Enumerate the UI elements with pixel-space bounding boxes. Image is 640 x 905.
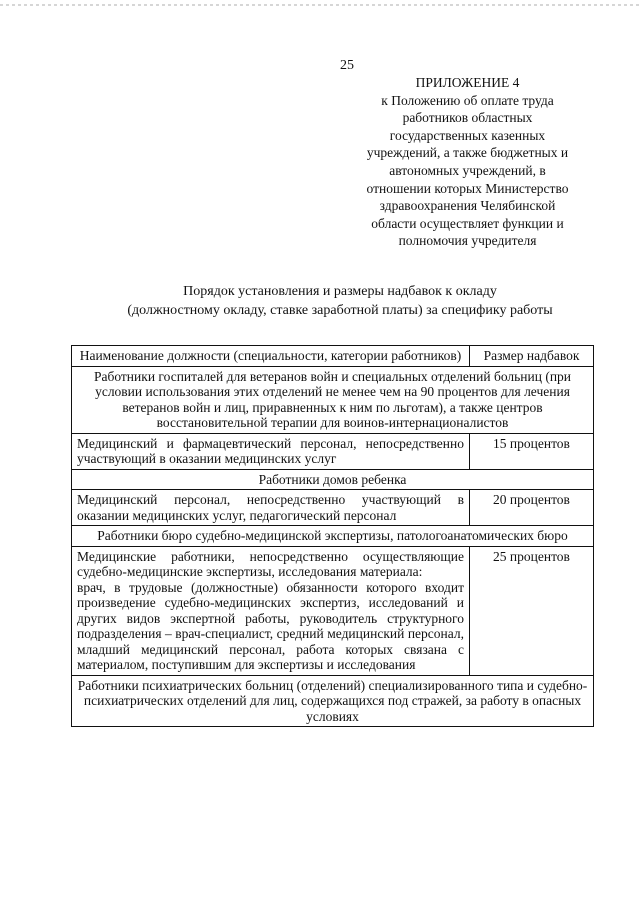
size-cell: 15 процентов [470, 433, 594, 469]
table-row [72, 433, 594, 469]
position-cell: Медицинский и фармацевтический персонал, непосредственно участвующий в оказании медицинских услуг [72, 433, 470, 469]
position-cell [72, 546, 470, 675]
appendix-line: полномочия учредителя [398, 233, 537, 249]
document-title [60, 283, 620, 320]
section-title: Работники бюро судебно-медицинской экспертизы, патологоанатомических бюро [72, 526, 594, 547]
allowance-table [71, 345, 594, 727]
size-cell: 25 процентов [470, 546, 594, 675]
appendix-line: учреждений, а также бюджетных и [366, 145, 569, 161]
appendix-line: государственных казенных [389, 127, 546, 143]
section-row [72, 366, 594, 433]
section-title: Работники госпиталей для ветеранов войн и специальных отделений больниц (при условии использования этих отделений не менее чем на 90 процентов для лечения ветеранов войн и лиц, приравненных к ним по льготам), а также центров восстановительной терапии для воинов-интернационалистов [72, 366, 594, 433]
position-text: Медицинские работники, непосредственно осуществляющие судебно-медицинские экспертизы, исследования материала: [77, 548, 464, 579]
table-header-row [72, 346, 594, 367]
appendix-reference [345, 92, 590, 250]
size-cell: 20 процентов [470, 490, 594, 526]
position-text-continued: врач, в трудовые (должностные) обязанности которого входит произведение судебно-медицинских экспертиз, исследований и других видов экспертной работы, руководитель структурного подразделения – врач-специалист, средний медицинский персонал, младший медицинский персонал, работа которых связана с материалом, поступившим для экспертизы и исследования [77, 579, 464, 672]
section-title: Работники психиатрических больниц (отделений) специализированного типа и судебно-психиатрических отделений для лиц, содержащихся под стражей, за работу в опасных условиях [72, 675, 594, 727]
appendix-line: здравоохранения Челябинской [379, 198, 556, 214]
appendix-line: к Положению об оплате труда [381, 92, 554, 108]
appendix-header [345, 74, 590, 250]
appendix-title: ПРИЛОЖЕНИЕ 4 [415, 75, 520, 90]
appendix-line: работников областных [402, 110, 533, 126]
appendix-line: отношении которых Министерство [366, 180, 569, 196]
document-title-line2: (должностному окладу, ставке заработной платы) за специфику работы [127, 302, 553, 318]
scan-artifact [0, 4, 640, 6]
appendix-line: автономных учреждений, в [389, 162, 546, 178]
document-title-line1: Порядок установления и размеры надбавок к окладу [183, 284, 497, 299]
section-row [72, 526, 594, 547]
table-row [72, 490, 594, 526]
header-position: Наименование должности (специальности, категории работников) [72, 346, 470, 367]
table-row [72, 546, 594, 675]
position-cell: Медицинский персонал, непосредственно участвующий в оказании медицинских услуг, педагогический персонал [72, 490, 470, 526]
section-title: Работники домов ребенка [72, 469, 594, 490]
section-row [72, 469, 594, 490]
appendix-line: области осуществляет функции и [371, 215, 564, 231]
header-size: Размер надбавок [470, 346, 594, 367]
section-row [72, 675, 594, 727]
page-number: 25 [340, 58, 354, 73]
